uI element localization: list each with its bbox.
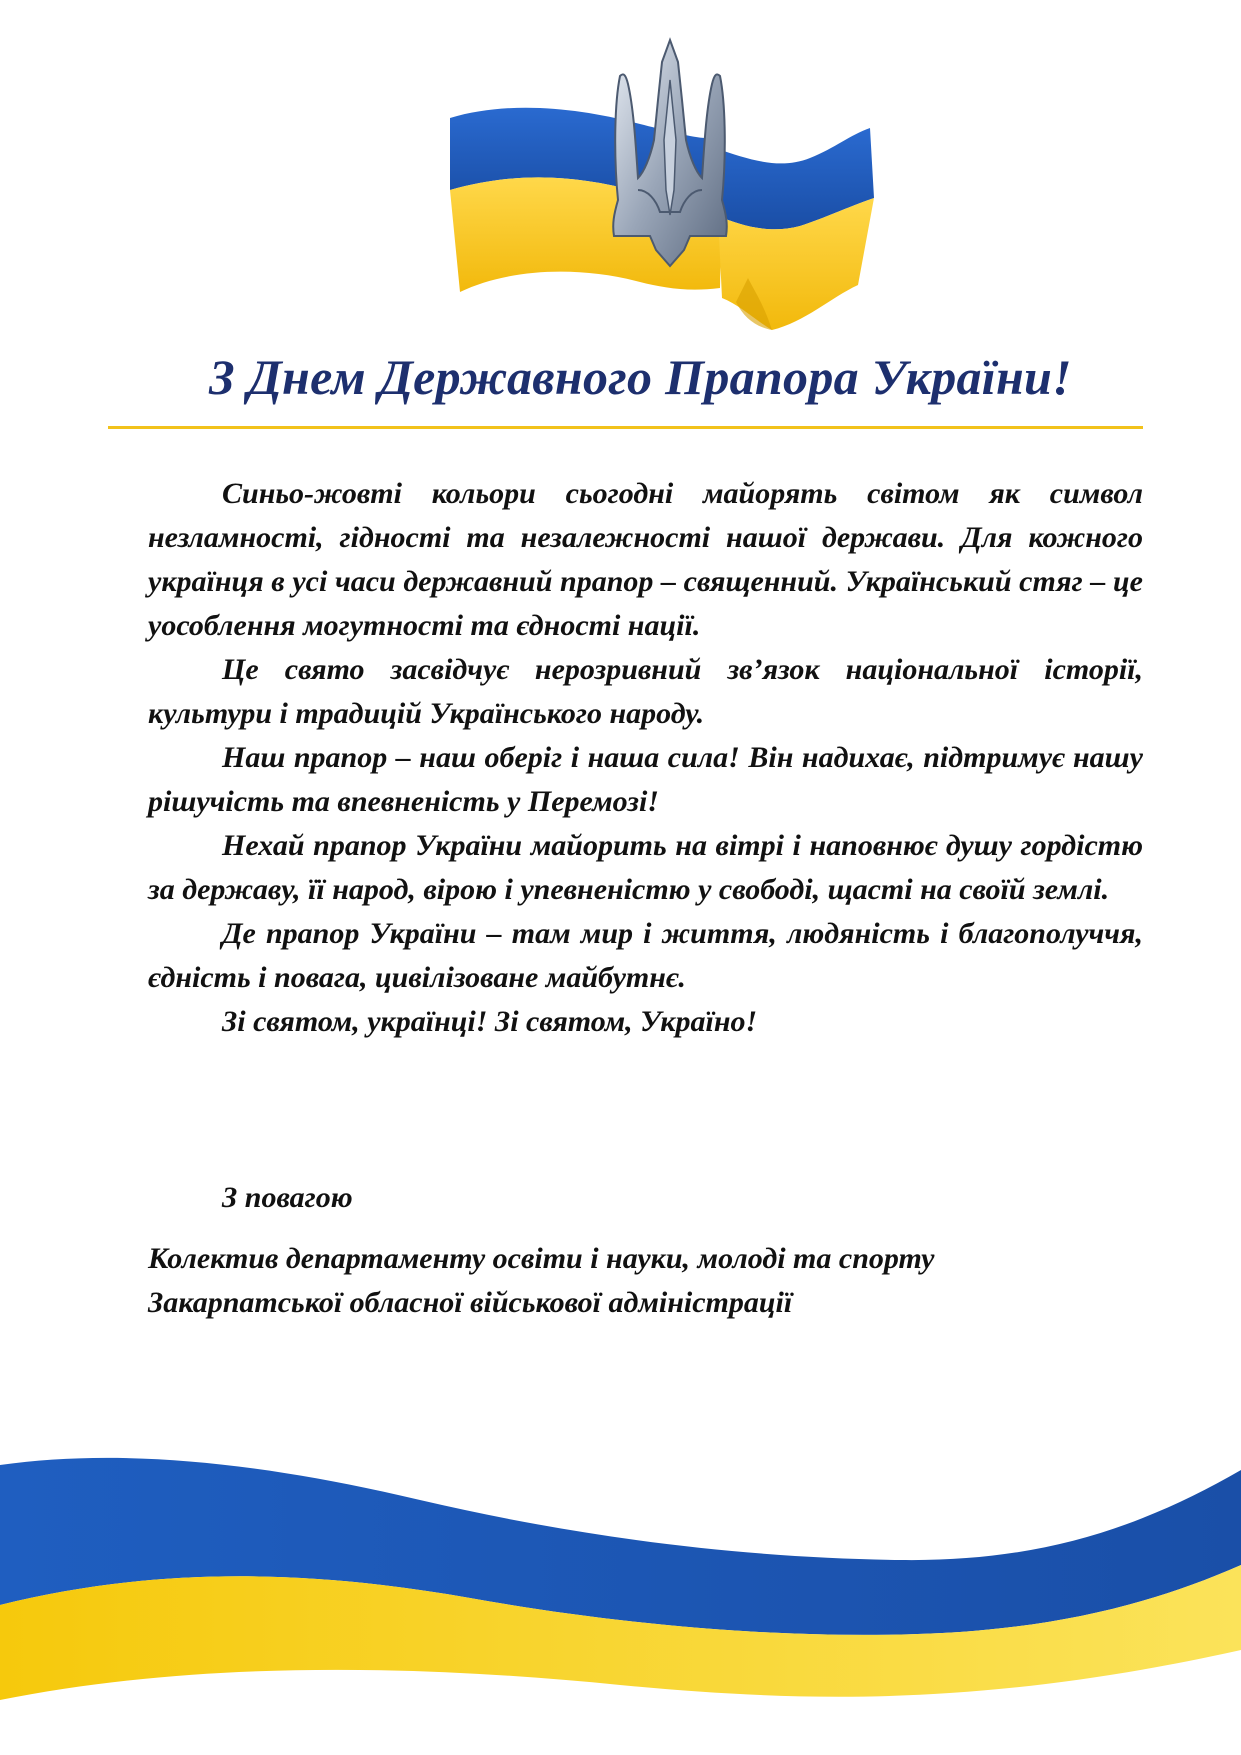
footer-wave-decoration bbox=[0, 1410, 1241, 1755]
paragraph-5: Де прапор України – там мир і життя, людяність і благополуччя, єдність і повага, цивілізоване майбутнє. bbox=[148, 917, 1143, 994]
signature-org-line-2: Закарпатської обласної військової адміністрації bbox=[148, 1286, 793, 1319]
title-underline bbox=[108, 426, 1143, 429]
trident-icon bbox=[613, 40, 727, 266]
paragraph-2: Це свято засвідчує нерозривний зв’язок національної історії, культури і традицій Українського народу. bbox=[148, 653, 1143, 730]
paragraph-4: Нехай прапор України майорить на вітрі і наповнює душу гордістю за державу, її народ, вірою і упевненістю у свободі, щасті на своїй землі. bbox=[148, 829, 1143, 906]
signature-regards: З повагою bbox=[222, 1181, 353, 1214]
signature-org-line-1: Колектив департаменту освіти і науки, молоді та спорту bbox=[148, 1242, 935, 1275]
paragraph-3: Наш прапор – наш оберіг і наша сила! Він надихає, підтримує нашу рішучість та впевненість у Перемозі! bbox=[148, 741, 1143, 818]
paragraph-6: Зі святом, українці! Зі святом, Україно! bbox=[222, 1005, 758, 1038]
paragraph-1: Синьо-жовті кольори сьогодні майорять світом як символ незламності, гідності та незалежності нашої держави. Для кожного українця в усі часи державний прапор – священний. Український стяг – це уособлення могутності та єдності нації. bbox=[148, 477, 1143, 642]
signature-organization bbox=[148, 1237, 1143, 1325]
greeting-body bbox=[148, 472, 1143, 1044]
page-title: З Днем Державного Прапора України! bbox=[209, 349, 1072, 405]
flag-emblem-illustration bbox=[450, 30, 890, 350]
